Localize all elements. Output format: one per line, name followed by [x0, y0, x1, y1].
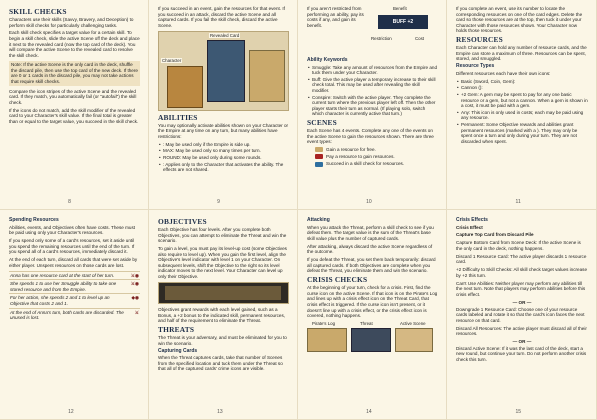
resource-cannon: • Cannon ():	[461, 85, 588, 91]
skill-checks-step-1: Each skill check specifies a target value for a certain skill. To begin a skill check, slide the active Scene off the deck and place it next to the revealed card (now the top card of the deck). You will compare the active Scene to the revealed card to resolve the skill check.	[9, 30, 140, 58]
example-step-4: At the end of Anna's turn, both cards are discarded. The unused is lost.	[9, 308, 126, 322]
ability-restriction-round: • ROUND: May be used only during some rounds.	[163, 155, 289, 161]
resource-types-intro: Different resources each have their own icons:	[456, 70, 551, 76]
page-15	[447, 210, 597, 420]
cost-label: Cost	[415, 36, 425, 41]
page-number: 8	[68, 199, 71, 206]
ability-banner	[378, 15, 428, 29]
crisis-effects-heading: Crisis Effects	[456, 217, 488, 223]
page-number: 13	[217, 409, 223, 416]
skill-checks-heading: SKILL CHECKS	[9, 7, 67, 16]
page-12	[0, 210, 149, 420]
or-divider: — OR —	[512, 299, 532, 305]
sword-coin-icon: ⚔◉	[126, 271, 140, 280]
objective-card-image	[165, 286, 281, 300]
spending-example-table	[9, 271, 140, 322]
page-8	[0, 0, 149, 210]
spending-resources-heading: Spending Resources	[9, 217, 59, 223]
crisis-checks-text: At the beginning of your turn, check for a crisis. First, find the curse icon on the active Scene. If that icon is on the Pirate's Log and lines up with a crisis effect icon on the Threat Card, that crisis effect is triggered. If the curse icon isn't present, or it doesn't line up with a crisis effect, or the crisis effect icon is covered, nothing happens.	[307, 285, 438, 319]
attacking-heading: Attacking	[307, 217, 330, 223]
capturing-cards-text: When the Threat captures cards, take that number of Scenes from the specified location and tuck them under the Threat so that all of the captured cards' crime icons are visible.	[158, 355, 283, 372]
skill-checks-note: Note: If the active Scene is the only card in the deck, shuffle the discard pile, then use the top card of the new deck. If there are 0 or 1 cards in the discard pile, you may not take actions that require skill checks.	[9, 61, 140, 86]
free-event-icon	[315, 147, 323, 152]
resource-basic: • Basic (Sword, Coin, Gem):	[461, 79, 588, 85]
crisis-capture-deck: Capture Bottom Card from Scene Deck: If the active Scene is the only card in the deck, nothing happens.	[456, 240, 581, 251]
page-13	[149, 210, 298, 420]
example-step-2: She spends 1 to use her Smuggle ability to take one stored resource and from the Empire.	[9, 280, 126, 294]
crisis-figure	[307, 321, 438, 355]
crisis-checks-heading: CRISIS CHECKS	[307, 275, 368, 285]
attacking-text-3: If you defeat the Threat, you set them back temporarily: discard all captured cards. If both Objectives are complete when you defeat the Threat, you eliminate them and win the scenario.	[307, 257, 436, 274]
objectives-heading: OBJECTIVES	[158, 217, 207, 226]
attacking-text-2: After attacking, always discard the active Scene regardless of the outcome.	[307, 243, 433, 255]
capturing-cards-heading: Capturing Cards	[158, 347, 198, 354]
table-row	[9, 308, 140, 322]
keyword-conspire: • Conspire: Switch with the active player. They complete the current turn where the previous player left off. Then the other player starts their turn as normal. (If playing solo, switch which character is currently active that turn.)	[312, 95, 438, 117]
skill-event-icon	[315, 162, 323, 167]
abilities-heading: ABILITIES	[158, 112, 198, 122]
or-divider: — OR —	[512, 339, 532, 345]
crisis-effect-subheading: Crisis Effect	[456, 224, 483, 230]
threats-text: The Threat is your adversary, and must be eliminated for you to win the scenario.	[158, 335, 287, 346]
page-number: 15	[515, 409, 522, 416]
keyword-smuggle: • Smuggle: Take any amount of resources from the Empire and tuck them under your Character.	[312, 65, 438, 76]
resources-heading: RESOURCES	[456, 35, 503, 45]
buff-label: BUFF +2	[392, 19, 414, 25]
discard-icon: ⚔	[126, 308, 140, 322]
crisis-downgrade: Downgrade 1 Resource Card: Choose one of your resource cards labeled and rotate it so that the card's icon faces the next resource on that card.	[456, 306, 585, 323]
resource-gem: • +2 Gem: A gem may be spent to pay for any one basic resource or a gem, but not a cannon. When a gem is shown in a cost, it must be paid with a gem.	[461, 92, 588, 109]
crisis-capture-discard: Capture Top Card from Discard Pile	[456, 232, 534, 238]
revealed-card-image	[207, 40, 245, 102]
spending-text-1: Abilities, events, and Objectives often have costs. These must be paid using only your Character's resources.	[9, 224, 136, 236]
objectives-text-2: To gain a level, you must pay its level-up cost (some Objectives also require to level up). When you gain the first level, align the Objective's level indicator with level 1 on your Character. On subsequent levels, shift the Objective to the right so its level indicator moves to the next level. Your Character can level up only their Objective.	[158, 246, 287, 280]
crisis-discard-scene: Discard Active Scene: If it was the last card of the deck, start a new round, but continue your turn. Do not perform another crisis check this turn.	[456, 345, 587, 362]
crisis-discard-resource: Discard 1 Resource Card: The active player discards 1 resource card.	[456, 253, 587, 265]
page-number: 9	[217, 199, 220, 206]
scene-card-image	[249, 50, 285, 102]
active-scene-label: Active Scene	[400, 321, 426, 327]
character-card-image	[167, 66, 203, 108]
attacking-text-1: When you attack the Threat, perform a skill check to see if you defeat them. The target value is the sum of the Threat's base skill value plus the number of captured cards.	[307, 224, 434, 241]
page-10	[298, 0, 447, 210]
spending-text-2: If you spend only some of a card's resources, set it aside until you spend the remaining resources until the end of the turn. If you spend all of a card's resources, immediately discard it.	[9, 238, 135, 255]
resources-intro: Each Character can hold any number of resource cards, and the Empire can store a maximum of three. Resources can be spent, stored, and smuggled.	[456, 45, 587, 62]
benefit-label: Benefit	[393, 6, 407, 11]
resource-types-heading: Resource Types	[456, 63, 495, 70]
event-pay-text: Pay a resource to gain resources.	[326, 154, 395, 160]
ability-restriction-max: • MAX: May be used only so many times per turn.	[163, 148, 289, 154]
page-14	[298, 210, 447, 420]
ability-restriction-self: • : Applies only to the Character that activates the ability. The effects are not shared.	[163, 162, 289, 173]
table-row	[9, 271, 140, 280]
restriction-label: Restriction	[371, 36, 392, 41]
event-complete-text: If you complete an event, use its number to locate the corresponding resources on one of the card edges. Delete the card so those resources are at the top, then tuck it under your Character with those resources shown. Your Character now holds those resources.	[456, 6, 583, 34]
pirates-log-image	[307, 328, 347, 352]
skill-checks-intro: Characters use their skills (Savvy, Bravery, and Deception) to perform skill checks for particularly challenging tasks.	[9, 17, 134, 28]
threat-card-image	[351, 328, 391, 352]
ability-figure	[370, 6, 436, 56]
event-skill-text: Succeed in a skill check for resources.	[326, 161, 405, 167]
example-step-1: Anna has one resource card at the start of her turn.	[9, 271, 126, 280]
crisis-difficulty: +2 Difficulty to Skill Checks: All skill check target values increase by +2 this turn.	[456, 267, 588, 278]
scenes-intro: Each Scene has 4 events. Complete any one of the events on the active Scene to gain the resources shown. There are three event types:	[307, 127, 434, 145]
active-scene-image	[395, 328, 433, 352]
page-11	[447, 0, 597, 210]
page-number: 10	[366, 199, 372, 206]
example-step-3: For her action, she spends 2 and 1 to level up an Objective that costs 2 and 1.	[9, 294, 126, 308]
ability-restriction-empire: • : May be used only if the Empire is side up.	[163, 142, 289, 148]
keyword-buff: • Buff: Give the active player a temporary increase to their skill check total. This may be used after revealing the skill modifier.	[312, 77, 438, 94]
page-number: 11	[515, 199, 521, 206]
threats-heading: THREATS	[158, 325, 195, 335]
skill-check-figure	[158, 31, 289, 111]
spending-text-3: At the end of each turn, discard all cards that were set aside by either player. Unspent resources on those cards are lost.	[9, 257, 138, 268]
pirates-log-label: Pirate's Log	[312, 321, 336, 327]
threat-label: Threat	[360, 321, 373, 327]
objective-figure	[158, 282, 289, 304]
page-9	[149, 0, 298, 210]
table-row	[9, 294, 140, 308]
table-row	[9, 280, 140, 294]
crisis-discard-all: Discard All Resources: The active player must discard all of their resources.	[456, 325, 587, 337]
crisis-no-abilities: Can't Use Abilities: Neither player may perform any abilities till the next turn. Note that players may perform abilities before this crisis effect.	[456, 280, 586, 298]
character-label: Character	[162, 57, 182, 63]
ability-use-text: If you aren't restricted from performing an ability, pay its costs if any, and gain its benefit.	[307, 6, 364, 28]
sword-icon: ⚔◉	[126, 280, 140, 294]
pay-event-icon	[315, 154, 323, 159]
abilities-intro: You may optionally activate abilities shown on your Character or the Empire at any time on any turn, but many abilities have restrictions:	[158, 122, 289, 139]
ability-keywords-heading: Ability Keywords	[307, 57, 348, 63]
resource-permanent: • Permanent: Some Objective rewards and abilities grant permanent resources (marked with a ). They may only be spent once a turn and only during your turn. They are not discarded when spent.	[461, 122, 588, 144]
resource-any: • Any: This icon is only used in costs; each may be paid using any resource.	[461, 110, 588, 121]
revealed-card-label: Revealed Card	[210, 32, 240, 38]
skill-checks-step-3: If the icons do not match, add the skill modifier of the revealed card to your Character's skill value. If the final total is greater than or equal to the target value, you succeed in the skill check.	[9, 107, 139, 124]
skill-checks-step-2: Compare the icon stripes of the active Scene and the revealed card. If they match, you automatically fail (or "autofail") the skill check.	[9, 88, 137, 105]
objectives-text-3: Objectives grant rewards with each level gained, such as a Bonus, a +2 bonus to the indicated skill, permanent resources, and half of the requirement to eliminate the Threat.	[158, 306, 286, 324]
skill-check-success-text: If you succeed in an event, gain the resources for that event. If you succeed in an attack, discard the active Scene and all captured cards. If you fail the skill check, discard the active Scene.	[158, 6, 285, 28]
gem-icon: ◆◉	[126, 294, 140, 308]
scenes-heading: SCENES	[307, 117, 337, 127]
objectives-text-1: Each Objective has four levels. After you complete both Objectives, you can attempt to eliminate the Threat and win the scenario.	[158, 227, 287, 244]
event-free-text: Gain a resource for free.	[326, 147, 376, 153]
page-number: 14	[366, 409, 372, 416]
page-number: 12	[68, 409, 74, 416]
